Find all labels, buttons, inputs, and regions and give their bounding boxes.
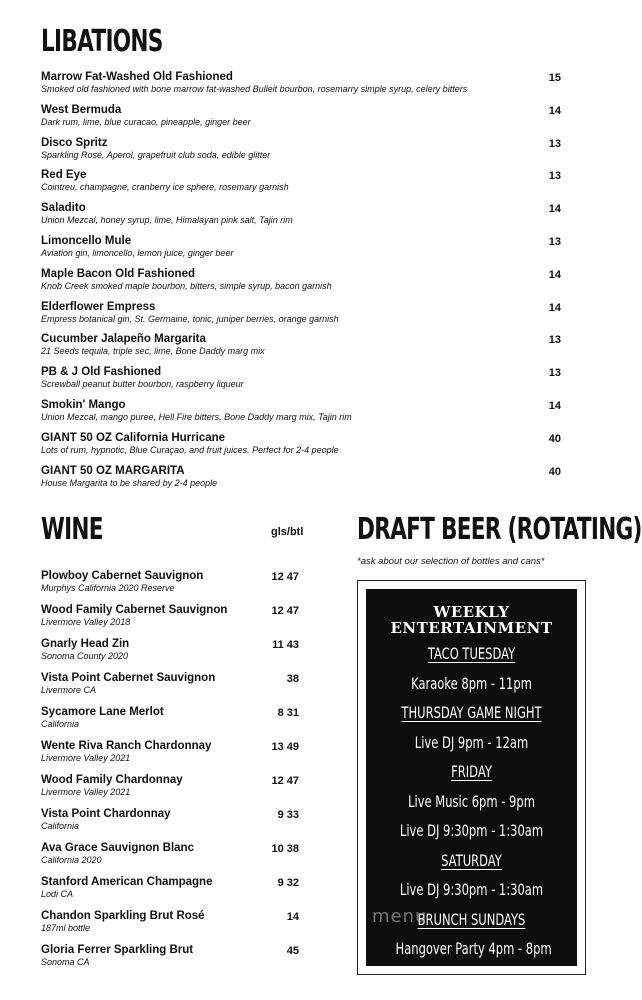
- item-description: Aviation gin, limoncello, lemon juice, ginger beer: [41, 247, 234, 258]
- wine-name: Vista Point Chardonnay: [41, 808, 171, 820]
- wine-name: Sycamore Lane Merlot: [41, 706, 164, 718]
- item-price: 14: [548, 104, 561, 117]
- wine-item: [41, 671, 301, 705]
- menu-item: [41, 332, 561, 365]
- entertainment-event: Live DJ 9:30pm - 1:30am: [399, 821, 544, 840]
- wine-price: 12 47: [271, 775, 299, 787]
- item-description: Smoked old fashioned with bone marrow fat-washed Bulleit bourbon, rosemarry simple syrup, celery bitters: [41, 84, 468, 94]
- item-price: 14: [548, 399, 561, 412]
- entertainment-day-heading: THURSDAY GAME NIGHT: [401, 703, 542, 722]
- wine-price: 45: [286, 945, 299, 957]
- item-price: 14: [548, 268, 561, 281]
- item-name: Cucumber Jalapeño Margarita: [41, 333, 206, 346]
- wine-name: Plowboy Cabernet Sauvignon: [41, 570, 204, 582]
- entertainment-day-heading: BRUNCH SUNDAYS: [417, 909, 526, 929]
- wine-name: Ava Grace Sauvignon Blanc: [41, 842, 194, 854]
- wine-description: California: [41, 821, 80, 831]
- wine-description: Sonoma County 2020: [41, 651, 129, 661]
- item-description: Knob Creek smoked maple bourbon, bitters, simple syrup, bacon garnish: [41, 280, 332, 291]
- wine-item: [41, 739, 301, 773]
- menu-item: [41, 398, 561, 431]
- entertainment-event: Karaoke 8pm - 11pm: [411, 673, 532, 693]
- wine-heading: WINE: [41, 512, 103, 547]
- wine-name: Wood Family Chardonnay: [41, 774, 183, 786]
- wine-price-column-header: gls/btl: [271, 526, 304, 538]
- wine-item: [41, 569, 301, 603]
- item-name: PB & J Old Fashioned: [41, 366, 162, 379]
- entertainment-event: Live DJ 9pm - 12am: [414, 732, 529, 752]
- item-name: Maple Bacon Old Fashioned: [41, 267, 195, 280]
- wine-item: [41, 705, 301, 739]
- entertainment-day-heading: TACO TUESDAY: [427, 644, 516, 663]
- wine-name: Gloria Ferrer Sparkling Brut: [41, 944, 194, 956]
- item-description: Sparkling Rosé, Aperol, grapefruit club soda, edible glitter: [41, 149, 271, 160]
- item-name: Saladito: [41, 202, 86, 215]
- wine-description: 187ml bottle: [41, 923, 91, 933]
- item-description: Union Mezcal, mango puree, Hell Fire bitters, Bone Daddy marg mix, Tajin rim: [41, 411, 352, 422]
- item-price: 40: [548, 465, 561, 478]
- wine-price: 8 31: [277, 707, 299, 719]
- wine-description: Livermore CA: [41, 685, 97, 695]
- draft-beer-heading: DRAFT BEER (ROTATING): [357, 512, 642, 547]
- item-description: Dark rum, lime, blue curacao, pineapple, ginger beer: [41, 116, 251, 127]
- item-price: 13: [548, 170, 561, 183]
- menu-item: [41, 103, 561, 136]
- wine-description: California: [41, 719, 80, 729]
- wine-description: Sonoma CA: [41, 957, 90, 967]
- wine-price: 12 47: [271, 571, 299, 583]
- entertainment-event: Live DJ 9:30pm - 1:30am: [399, 880, 544, 899]
- menu-item: [41, 70, 561, 103]
- wine-description: Lodi CA: [41, 889, 74, 899]
- wine-price: 13 49: [271, 741, 299, 753]
- item-name: Elderflower Empress: [41, 300, 156, 313]
- entertainment-title-line2: ENTERTAINMENT: [390, 619, 553, 637]
- wine-item: [41, 637, 301, 671]
- item-name: GIANT 50 OZ MARGARITA: [41, 464, 185, 477]
- item-price: 13: [548, 367, 561, 380]
- item-description: Cointreu, champagne, cranberry ice sphere, rosemary garnish: [41, 182, 289, 193]
- menu-item: [41, 267, 561, 300]
- item-name: Limoncello Mule: [41, 234, 132, 247]
- libations-list: [41, 70, 561, 496]
- wine-description: Livermore Valley 2021: [41, 787, 131, 797]
- item-name: West Bermuda: [41, 103, 122, 116]
- wine-name: Gnarly Head Zin: [41, 638, 130, 650]
- menu-item: [41, 431, 561, 464]
- wine-description: Livermore Valley 2021: [41, 753, 131, 763]
- item-price: 15: [548, 72, 561, 84]
- beer-note: *ask about our selection of bottles and cans*: [357, 556, 545, 567]
- libations-heading: LIBATIONS: [41, 24, 163, 59]
- wine-description: Livermore Valley 2018: [41, 617, 131, 627]
- entertainment-title-line1: WEEKLY: [433, 603, 510, 621]
- wine-price: 38: [286, 673, 299, 685]
- entertainment-event: Hangover Party 4pm - 8pm: [395, 939, 552, 958]
- menu-item: [41, 300, 561, 333]
- menu-item: [41, 365, 561, 398]
- menu-item: [41, 168, 561, 201]
- wine-description: California 2020: [41, 855, 102, 865]
- watermark-logo: menu: [372, 906, 428, 927]
- wine-price: 11 43: [272, 639, 299, 651]
- wine-price: 14: [286, 911, 299, 923]
- item-description: Union Mezcal, honey syrup, lime, Himalayan pink salt, Tajin rim: [41, 215, 293, 226]
- wine-price: 10 38: [271, 843, 299, 855]
- wine-name: Chandon Sparkling Brut Rosé: [41, 910, 205, 922]
- item-description: Empress botanical gin, St. Germaine, tonic, juniper berries, orange garnish: [41, 313, 339, 324]
- wine-item: [41, 875, 301, 909]
- item-price: 13: [548, 334, 561, 347]
- item-name: GIANT 50 OZ California Hurricane: [41, 431, 226, 444]
- item-price: 40: [548, 432, 561, 445]
- wine-list: [41, 569, 301, 977]
- item-name: Disco Spritz: [41, 136, 108, 149]
- menu-item: [41, 234, 561, 267]
- item-price: 14: [548, 301, 561, 314]
- wine-description: Murphys California 2020 Reserve: [41, 583, 175, 593]
- wine-name: Stanford American Champagne: [41, 876, 213, 888]
- item-price: 13: [548, 137, 561, 150]
- wine-item: [41, 841, 301, 875]
- menu-item: [41, 136, 561, 169]
- wine-price: 12 47: [271, 605, 299, 617]
- wine-item: [41, 909, 301, 943]
- wine-name: Vista Point Cabernet Sauvignon: [41, 672, 216, 684]
- item-name: Marrow Fat-Washed Old Fashioned: [41, 71, 233, 83]
- item-name: Smokin' Mango: [41, 398, 126, 411]
- entertainment-day-heading: SATURDAY: [441, 850, 502, 870]
- wine-item: [41, 773, 301, 807]
- item-description: Screwball peanut butter bourbon, raspberry liqueur: [41, 379, 244, 390]
- entertainment-title: [366, 604, 577, 636]
- menu-item: [41, 464, 561, 497]
- item-price: 14: [548, 203, 561, 216]
- item-description: 21 Seeds tequila, triple sec, lime, Bone Daddy marg mix: [41, 346, 265, 357]
- item-price: 13: [548, 235, 561, 248]
- wine-price: 9 32: [277, 877, 299, 889]
- wine-name: Wente Riva Ranch Chardonnay: [41, 740, 212, 752]
- item-description: House Margarita to be shared by 2-4 people: [41, 477, 218, 488]
- wine-price: 9 33: [277, 809, 299, 821]
- menu-item: [41, 201, 561, 234]
- wine-item: [41, 807, 301, 841]
- wine-item: [41, 943, 301, 977]
- item-name: Red Eye: [41, 169, 87, 182]
- entertainment-day-heading: FRIDAY: [451, 762, 492, 781]
- entertainment-event: Live Music 6pm - 9pm: [408, 791, 535, 811]
- wine-item: [41, 603, 301, 637]
- item-description: Lots of rum, hypnotic, Blue Curaçao, and fruit juices. Perfect for 2-4 people: [41, 444, 339, 455]
- wine-name: Wood Family Cabernet Sauvignon: [41, 604, 228, 616]
